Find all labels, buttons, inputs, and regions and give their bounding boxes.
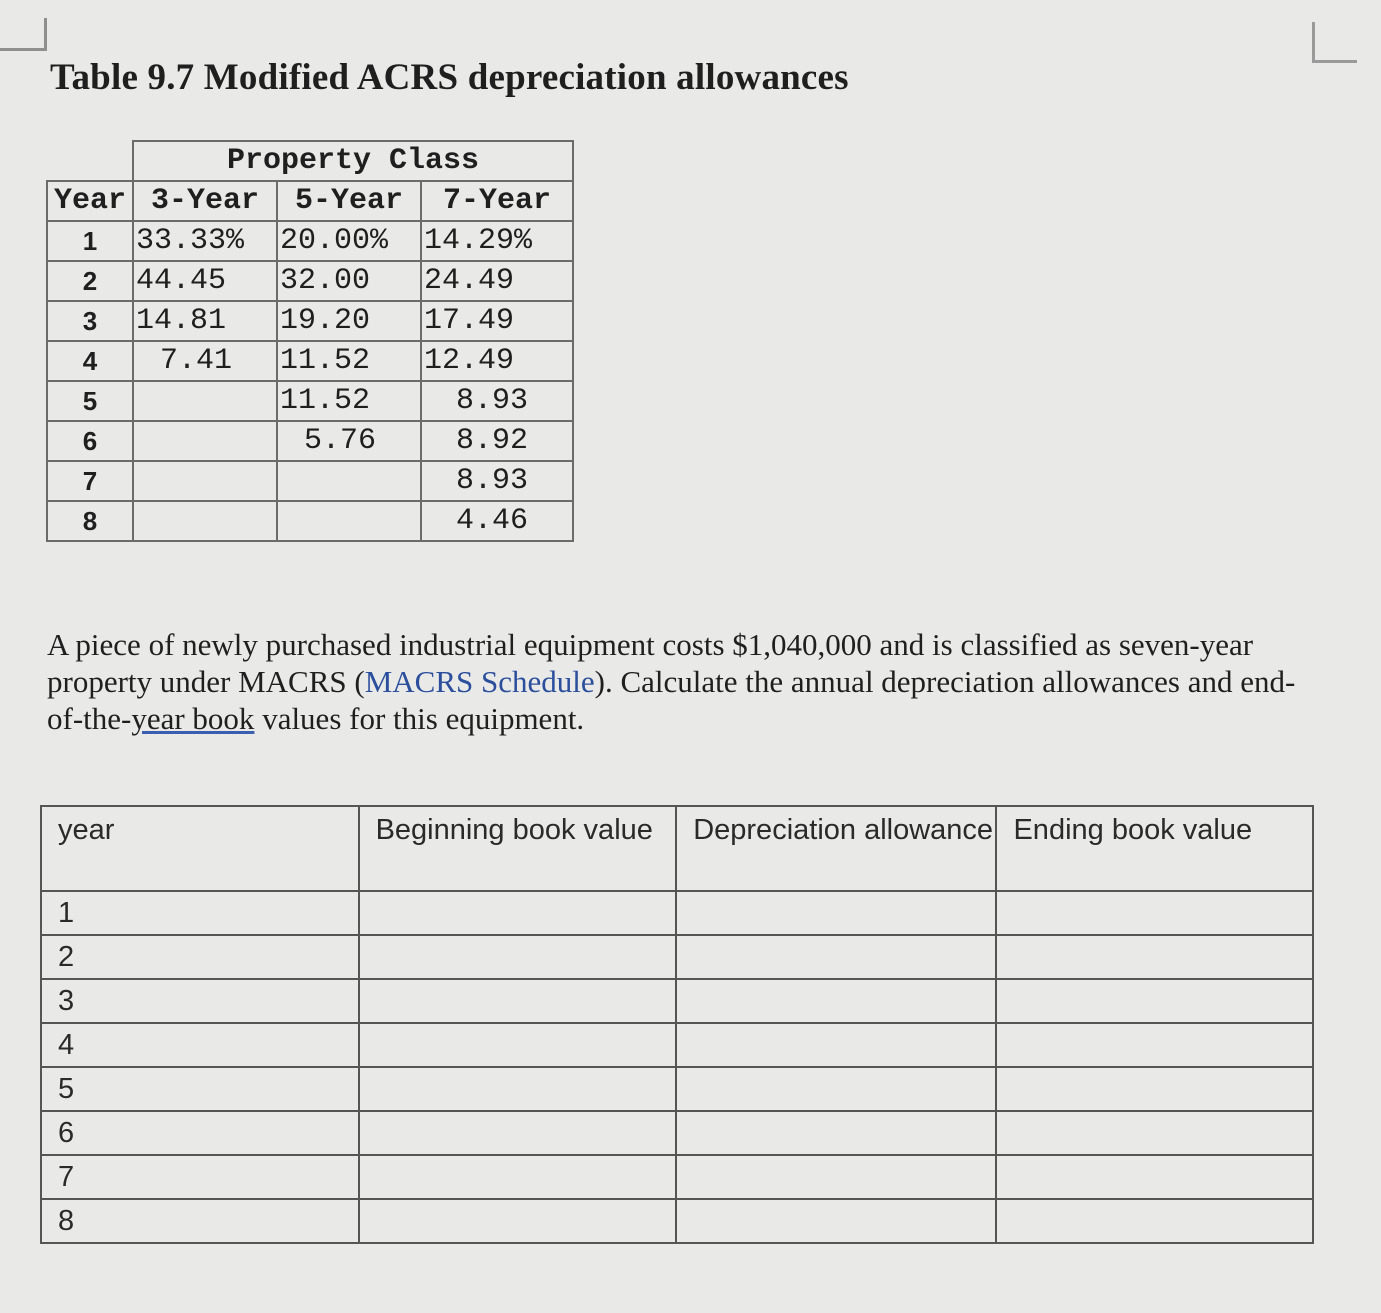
problem-text-part3: values for this equipment.	[254, 701, 585, 736]
macrs-3-year-value	[133, 381, 277, 421]
answer-year-cell: 4	[41, 1023, 359, 1067]
macrs-corner-cell	[47, 141, 133, 181]
answer-year-cell: 1	[41, 891, 359, 935]
answer-row	[41, 1199, 1313, 1243]
macrs-row	[47, 381, 573, 421]
depreciation-allowance-input[interactable]	[676, 979, 996, 1023]
macrs-year-cell: 3	[47, 301, 133, 341]
macrs-year-cell: 8	[47, 501, 133, 541]
macrs-7-year-value: 4.46	[421, 501, 573, 541]
macrs-5-year-value: 32.00	[277, 261, 421, 301]
ending-book-value-input[interactable]	[996, 935, 1313, 979]
depreciation-allowance-input[interactable]	[676, 891, 996, 935]
answer-row	[41, 1067, 1313, 1111]
header-depreciation-allowance: Depreciation allowance	[676, 806, 996, 891]
problem-statement	[47, 626, 1327, 737]
macrs-3-year-value: 14.81	[133, 301, 277, 341]
answer-year-cell: 5	[41, 1067, 359, 1111]
header-beginning-book-value: Beginning book value	[359, 806, 677, 891]
macrs-header-5-year: 5-Year	[277, 181, 421, 221]
beginning-book-value-input[interactable]	[359, 1155, 677, 1199]
answer-year-cell: 8	[41, 1199, 359, 1243]
header-ending-book-value: Ending book value	[996, 806, 1313, 891]
macrs-year-cell: 2	[47, 261, 133, 301]
macrs-row	[47, 421, 573, 461]
macrs-row	[47, 301, 573, 341]
answer-year-cell: 3	[41, 979, 359, 1023]
answer-year-cell: 2	[41, 935, 359, 979]
macrs-7-year-value: 24.49	[421, 261, 573, 301]
macrs-table	[46, 140, 574, 542]
macrs-column-header-row	[47, 181, 573, 221]
macrs-year-cell: 1	[47, 221, 133, 261]
macrs-header-3-year: 3-Year	[133, 181, 277, 221]
macrs-5-year-value: 19.20	[277, 301, 421, 341]
answer-row	[41, 979, 1313, 1023]
macrs-7-year-value: 14.29%	[421, 221, 573, 261]
macrs-7-year-value: 8.93	[421, 381, 573, 421]
answer-row	[41, 935, 1313, 979]
page-corner-mark-right	[1312, 22, 1357, 63]
answer-year-cell: 6	[41, 1111, 359, 1155]
ending-book-value-input[interactable]	[996, 891, 1313, 935]
answer-header-row	[41, 806, 1313, 891]
beginning-book-value-input[interactable]	[359, 1199, 677, 1243]
page-corner-mark-left	[0, 18, 47, 51]
beginning-book-value-input[interactable]	[359, 891, 677, 935]
page-title: Table 9.7 Modified ACRS depreciation allowances	[50, 57, 849, 98]
answer-table	[40, 805, 1314, 1244]
ending-book-value-input[interactable]	[996, 1199, 1313, 1243]
macrs-7-year-value: 8.92	[421, 421, 573, 461]
macrs-row	[47, 341, 573, 381]
answer-row	[41, 1111, 1313, 1155]
macrs-3-year-value: 7.41	[133, 341, 277, 381]
macrs-3-year-value	[133, 461, 277, 501]
beginning-book-value-input[interactable]	[359, 1067, 677, 1111]
depreciation-allowance-input[interactable]	[676, 1155, 996, 1199]
macrs-year-cell: 4	[47, 341, 133, 381]
beginning-book-value-input[interactable]	[359, 1111, 677, 1155]
macrs-5-year-value: 5.76	[277, 421, 421, 461]
beginning-book-value-input[interactable]	[359, 935, 677, 979]
macrs-7-year-value: 17.49	[421, 301, 573, 341]
depreciation-allowance-input[interactable]	[676, 1199, 996, 1243]
beginning-book-value-input[interactable]	[359, 1023, 677, 1067]
macrs-header-year: Year	[47, 181, 133, 221]
macrs-row	[47, 501, 573, 541]
depreciation-allowance-input[interactable]	[676, 1067, 996, 1111]
macrs-5-year-value	[277, 501, 421, 541]
header-year: year	[41, 806, 359, 891]
macrs-3-year-value	[133, 501, 277, 541]
macrs-year-cell: 6	[47, 421, 133, 461]
macrs-year-cell: 5	[47, 381, 133, 421]
macrs-schedule-link[interactable]: MACRS Schedule	[364, 664, 595, 699]
ending-book-value-input[interactable]	[996, 1155, 1313, 1199]
ending-book-value-input[interactable]	[996, 1111, 1313, 1155]
macrs-row	[47, 221, 573, 261]
macrs-7-year-value: 12.49	[421, 341, 573, 381]
macrs-header-7-year: 7-Year	[421, 181, 573, 221]
macrs-5-year-value: 11.52	[277, 381, 421, 421]
ending-book-value-input[interactable]	[996, 979, 1313, 1023]
macrs-group-header-row	[47, 141, 573, 181]
answer-row	[41, 891, 1313, 935]
macrs-row	[47, 461, 573, 501]
macrs-year-cell: 7	[47, 461, 133, 501]
macrs-row	[47, 261, 573, 301]
macrs-3-year-value: 44.45	[133, 261, 277, 301]
macrs-3-year-value: 33.33%	[133, 221, 277, 261]
depreciation-allowance-input[interactable]	[676, 1111, 996, 1155]
beginning-book-value-input[interactable]	[359, 979, 677, 1023]
answer-row	[41, 1155, 1313, 1199]
macrs-5-year-value: 11.52	[277, 341, 421, 381]
answer-year-cell: 7	[41, 1155, 359, 1199]
macrs-5-year-value: 20.00%	[277, 221, 421, 261]
macrs-5-year-value	[277, 461, 421, 501]
ending-book-value-input[interactable]	[996, 1023, 1313, 1067]
problem-text-part1: A piece of newly purchased industrial equipment costs $1,040,000 and is classified as seven-year property under MACRS (	[47, 627, 1254, 699]
depreciation-allowance-input[interactable]	[676, 1023, 996, 1067]
ending-book-value-input[interactable]	[996, 1067, 1313, 1111]
answer-row	[41, 1023, 1313, 1067]
problem-underlined-text: year book	[131, 701, 255, 736]
property-class-header: Property Class	[133, 141, 573, 181]
depreciation-allowance-input[interactable]	[676, 935, 996, 979]
problem-text-part2: ). Calculate the annual depreciation allowances and end-of-the-	[47, 664, 1296, 736]
macrs-7-year-value: 8.93	[421, 461, 573, 501]
macrs-3-year-value	[133, 421, 277, 461]
